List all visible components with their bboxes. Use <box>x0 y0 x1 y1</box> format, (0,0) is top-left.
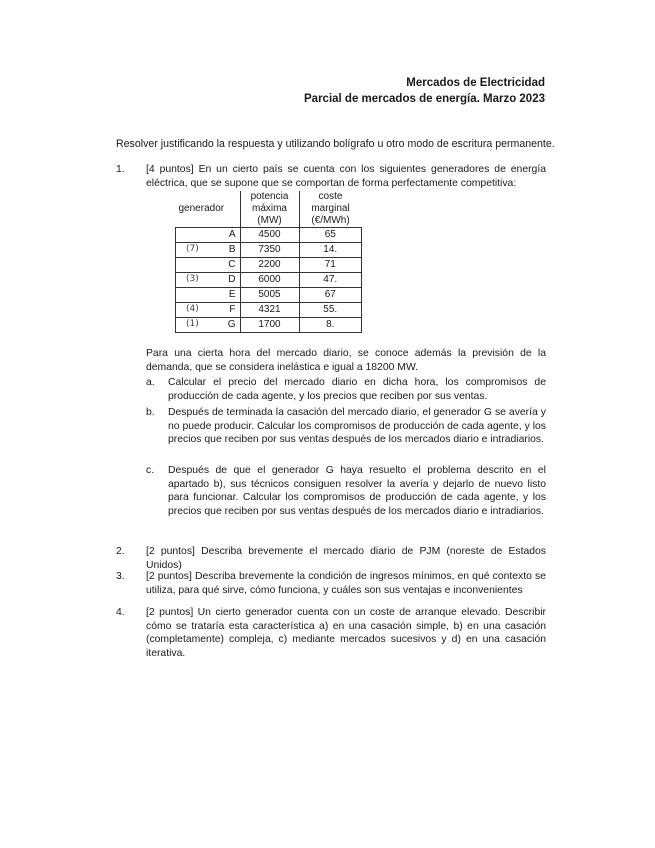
subquestion-c <box>146 464 546 518</box>
question-number: 1. <box>116 164 125 175</box>
table-row <box>176 273 362 288</box>
demand-paragraph: Para una cierta hora del mercado diario, se conoce además la previsión de la demanda, que se considera inelástica e igual a 18200 MW. <box>146 348 546 373</box>
table-row <box>176 303 362 318</box>
table-row <box>176 258 362 273</box>
subquestion-letter: a. <box>146 377 155 388</box>
header-generator: generador <box>178 203 225 214</box>
table-row <box>176 243 362 258</box>
handwritten-mark: (3) <box>186 274 199 284</box>
power-value: 1700 <box>240 318 299 333</box>
table-row <box>176 228 362 243</box>
exam-title: Parcial de mercados de energía. Marzo 2023 <box>304 93 545 105</box>
power-value: 7350 <box>240 243 299 258</box>
subquestion-text: Después de que el generador G haya resuelto el problema descrito en el apartado b), sus técnicos consiguen resolver la avería y dejarlo de nuevo listo para funcionar. Calcular los compromisos de producción de cada agente, y los precios que reciben por sus ventas después de los mercados diario e intradiarios. <box>168 465 546 517</box>
generator-id: A <box>228 229 236 240</box>
generator-id: E <box>228 289 236 300</box>
cost-value: 47. <box>299 273 362 288</box>
cost-value: 14. <box>299 243 362 258</box>
handwritten-mark: (7) <box>186 244 199 254</box>
power-value: 2200 <box>240 258 299 273</box>
question-1 <box>116 163 546 190</box>
generator-id: D <box>228 274 236 285</box>
generators-table: potencia coste generador máxima marginal (MW) (€/MWh) A 4500 65 (7) B 7350 14. C 2200 71 (3) D 6000 47. E 5005 67 (4) F 4321 55. (1) G 1700 8. <box>175 191 362 333</box>
table-row <box>176 288 362 303</box>
question-4 <box>116 606 546 660</box>
question-number: 4. <box>116 607 125 618</box>
subquestion-b <box>146 406 546 447</box>
power-value: 4321 <box>240 303 299 318</box>
subquestion-text: Calcular el precio del mercado diario en dicha hora, los compromisos de producción de cada agente, y los precios que reciben por sus ventas. <box>168 377 546 402</box>
cost-value: 71 <box>299 258 362 273</box>
subquestion-text: Después de terminada la casación del mercado diario, el generador G se avería y no puede producir. Calcular los compromisos de producción de cada agente, y los precios que reciben por sus ventas después de los mercados diario e intradiarios. <box>168 407 546 445</box>
question-text: [2 puntos] Un cierto generador cuenta con un coste de arranque elevado. Describir cómo se trataría esta característica a) en una casación simple, b) en una casación (completamente) compleja, c) mediante mercados sucesivos y d) en una casación iterativa. <box>146 607 546 659</box>
generator-id: B <box>228 244 236 255</box>
question-number: 2. <box>116 546 125 557</box>
cost-value: 67 <box>299 288 362 303</box>
handwritten-mark: (1) <box>186 319 199 329</box>
cost-value: 8. <box>299 318 362 333</box>
power-value: 6000 <box>240 273 299 288</box>
question-text: [2 puntos] Describa brevemente la condición de ingresos mínimos, en qué contexto se utiliza, para qué sirve, cómo funciona, y cuáles son sus ventajas e inconvenientes <box>146 571 546 596</box>
exam-header <box>304 75 545 107</box>
question-3 <box>116 570 546 597</box>
generator-id: C <box>228 259 236 270</box>
table-row <box>176 318 362 333</box>
subquestion-letter: c. <box>146 465 155 476</box>
handwritten-mark: (4) <box>186 304 199 314</box>
power-value: 5005 <box>240 288 299 303</box>
cost-value: 65 <box>299 228 362 243</box>
generator-id: G <box>227 319 236 330</box>
generator-id: F <box>229 304 236 315</box>
cost-value: 55. <box>299 303 362 318</box>
header-power: potencia <box>240 191 299 203</box>
question-2 <box>116 545 546 572</box>
instructions: Resolver justificando la respuesta y utilizando bolígrafo u otro modo de escritura permanente. <box>116 138 555 150</box>
power-value: 4500 <box>240 228 299 243</box>
header-cost: coste <box>318 191 343 202</box>
question-text: [2 puntos] Describa brevemente el mercado diario de PJM (noreste de Estados Unidos) <box>146 546 546 571</box>
course-title: Mercados de Electricidad <box>406 77 545 89</box>
subquestion-letter: b. <box>146 407 155 418</box>
question-number: 3. <box>116 571 125 582</box>
subquestion-a <box>146 376 546 403</box>
question-text: [4 puntos] En un cierto país se cuenta con los siguientes generadores de energía eléctrica, que se supone que se comportan de forma perfectamente competitiva: <box>146 164 546 189</box>
